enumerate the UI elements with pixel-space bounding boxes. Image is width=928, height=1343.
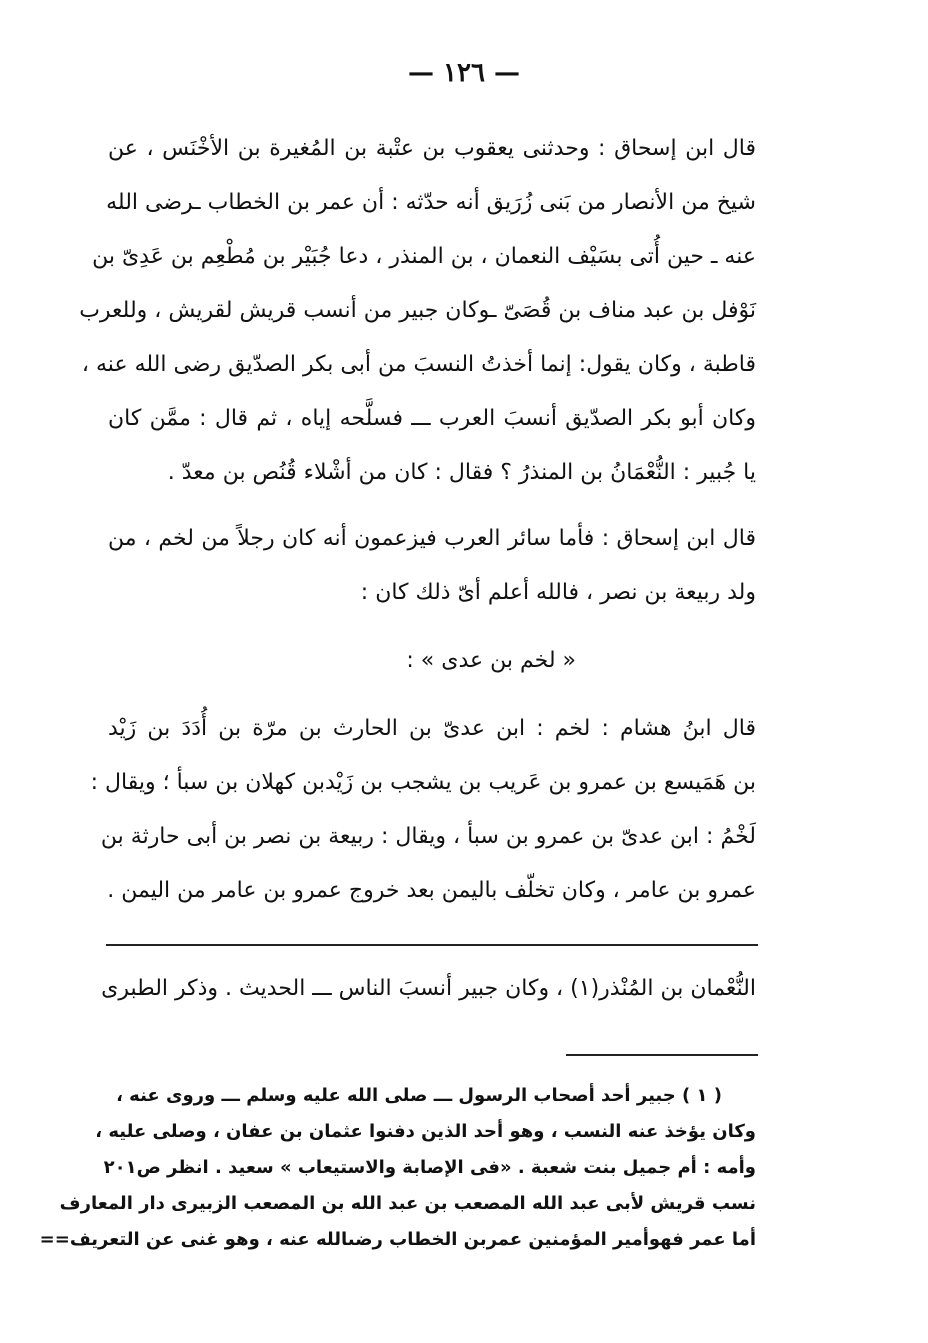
footnote-line: نسب قريش لأبى عبد الله المصعب بن عبد الله بن المصعب الزبيرى دار المعارف	[59, 1193, 756, 1214]
text-line: قال ابنُ هشام : لخم : ابن عدىّ بن الحارث بن مرّة بن أُدَدَ بن زَيْد	[108, 716, 756, 741]
text-line: عمرو بن عامر ، وكان تخلّف باليمن بعد خروج عمرو بن عامر من اليمن .	[107, 878, 756, 903]
paragraph-arabs-claim	[108, 512, 756, 620]
text-line: يا جُبير : النُّعْمَانُ بن المنذرُ ؟ فقال : كان من أشْلاء قُنُص بن معدّ .	[167, 460, 756, 485]
paragraph-sword-of-numan	[79, 122, 756, 500]
paragraph-lakhm-lineage	[90, 702, 756, 918]
text-line: قاطبة ، وكان يقول: إنما أخذتُ النسبَ من أبى بكر الصدّيق رضى الله عنه ،	[81, 352, 756, 377]
text-line: نَوْفل بن عبد مناف بن قُصَىّ ـوكان جبير من أنسب قريش لقريش ، وللعرب	[79, 298, 756, 323]
text-line: ولد ربيعة بن نصر ، فالله أعلم أىّ ذلك كان :	[360, 580, 756, 605]
footnote-line: وكان يؤخذ عنه النسب ، وهو أحد الذين دفنوا عثمان بن عفان ، وصلى عليه ،	[95, 1121, 756, 1142]
text-line: النُّعْمان بن المُنْذر(١) ، وكان جبير أنسبَ الناس ـــ الحديث . وذكر الطبرى	[101, 976, 756, 1001]
footnote-line: ( ١ ) جبير أحد أصحاب الرسول ـــ صلى الله عليه وسلم ـــ وروى عنه ،	[116, 1085, 722, 1106]
footnotes	[39, 1078, 756, 1258]
text-line: وكان أبو بكر الصدّيق أنسبَ العرب ـــ فسلَّحه إياه ، ثم قال : ممَّن كان	[108, 406, 756, 431]
continuation-text	[101, 962, 756, 1016]
footnote-rule	[566, 1054, 758, 1056]
page-number: — ١٢٦ —	[407, 58, 521, 88]
section-heading: « لخم بن عدى » :	[406, 648, 576, 673]
text-line: عنه ـ حين أُتى بسَيْف النعمان ، بن المنذر ، دعا جُبَيْر بن مُطْعِم بن عَدِىّ بن	[92, 244, 756, 269]
text-line: لَخْمُ : ابن عدىّ بن عمرو بن سبأ ، ويقال : ربيعة بن نصر بن أبى حارثة بن	[100, 824, 756, 849]
text-line: قال ابن إسحاق : فأما سائر العرب فيزعمون أنه كان رجلاً من لخم ، من	[108, 526, 756, 551]
footnote-line: وأمه : أم جميل بنت شعبة . «فى الإصابة والاستيعاب » سعيد . انظر ص٢٠١	[103, 1157, 756, 1178]
footnote-line: أما عمر فهوأمير المؤمنين عمربن الخطاب رضىالله عنه ، وهو غنى عن التعريف==	[39, 1229, 756, 1250]
separator-rule	[106, 944, 758, 946]
text-line: بن هَمَيسع بن عمرو بن عَريب بن يشجب بن زَيْدبن كهلان بن سبأ ؛ ويقال :	[90, 770, 756, 795]
main-text	[79, 122, 756, 918]
text-line: قال ابن إسحاق : وحدثنى يعقوب بن عتْبة بن المُغيرة بن الأخْنَس ، عن	[108, 136, 756, 161]
text-line: شيخ من الأنصار من بَنى زُرَيق أنه حدّثه : أن عمر بن الخطاب ـرضى الله	[106, 190, 756, 215]
